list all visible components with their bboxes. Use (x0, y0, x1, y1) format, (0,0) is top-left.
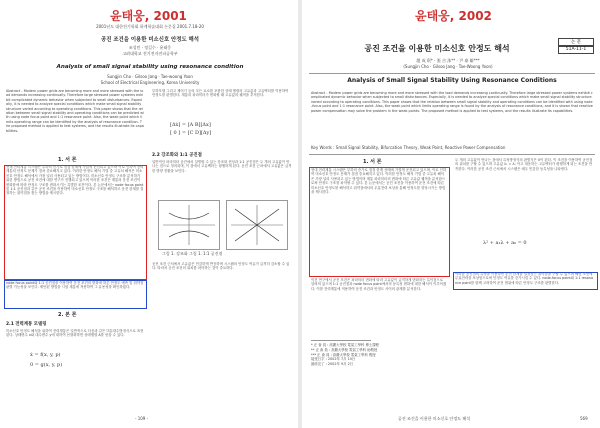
section-introduction-heading: 1. 서 론 (58, 157, 77, 163)
figure-caption: 그림 1. 강조화 그림 1. 1:1 공진점 (162, 251, 223, 256)
introduction-text: 현재 전력계통 시스템은 부하의 증가로 점점 한계에 가깝게 운전되고 있으며 이로 인하여 전력계통의 안정도 문제가 점차 중요해지고 있다. 이러한 안정도 해석 기법 중 고유치 해석은 미소신호 안정도 해석에서 가장 널리 사용되고 있는 방법이다. 미소신호 안정도 구조를 분석하기 위한 방법으로 공진 조건에 대한 연구가 진행되고 있으며 이러한 조건은 계통의 운전 조건이 변화함에 따라 안정도 구조를 변화시키는 특별한 조건이다. 본 논문에서는 node focus point 및 1:1 공진점과 같은 공진 조건을 이용하여 미소신호 안정도 구조를 해석하고 운전 한계를 결정하는 취약점을 찾는 방법을 제시한다. (6, 165, 144, 196)
matrix-equation: [Δẋ] = [A B][Δx] (170, 122, 211, 128)
footnotes: * 正 會 員 : 高麗大學校 電氣工學科 博士課程 ** 正 會 員 : 高麗大學校 電氣工學科 助敎授 *** 正 會 員 : 高麗大學校 電氣工學科 敎授 接受日字 : 2002年 7月 10日 最終完了 : 2002年 9月 2日 (311, 343, 380, 367)
footnote-rule (311, 340, 371, 341)
abstract-text: Abstract - Modern power grids are becoming more and more stressed with the load demands increasing continually. Therefore large stressed power systems exhibit complicated dynamic behavior when subjected to small disturbances. Especially, it is needed to analyze special conditions which make small signal stability structure varied according to operating conditions. This paper shows that the relation between small signal stability and operating conditions can be identified with using node-focus point and 1:1 resonance point. Also, the weak point which limits operating range is found by the analysis of resonance conditions, and it is shown that reactive power compensation may solve the problem in the weak points. The proposed method is applied to test systems, and the results illustrate its capabilities. (311, 91, 593, 113)
section-introduction-heading: 1. 서 론 (363, 159, 382, 165)
right-column-text-continued: 이러한 공진점의 특성을 이용하면 운전 한계를 결정짓는 취약점을 구할 수 있으며 해당 모선에 무효전력을 보상함으로써 안정도 여유를 증가시킬 수 있다. node-focus point와 1:1 resonance point를 함께 고려하여 운전 범위에 따른 안정도 구조를 판별한다. (455, 272, 594, 285)
conference-line: 2001년도 대한전기학회 하계학술대회 논문집 2001.7.18-20 (96, 24, 204, 29)
characteristic-equation: λ² + a₁λ + a₀ = 0 (483, 240, 527, 246)
red-highlight-box-2002 (309, 167, 450, 277)
right-column-text: 두 개의 고유값이 만나는 점에서 특성방정식의 판별식은 0이 된다. 이 조건을 이용하여 공진점의 위치를 구할 수 있으며 고유값 λ₁ = λ₂ 이고 대응하는 고유벡터가 평행하게 되는 조건을 만족한다. 이러한 공진 조건 근처에서 시스템은 매우 민감한 동특성을 나타낸다. (455, 158, 593, 171)
running-footer: 공진 조건을 이용한 미소신호 안정도 해석 (398, 416, 471, 421)
blue-highlight-box-2002 (453, 272, 598, 290)
english-title: Analysis of Small Signal Stability Using Resonance Conditions (347, 77, 557, 84)
node-focus-diagram (159, 201, 219, 249)
korean-authors: 조성민 · 정길수 · 윤태웅 (128, 45, 172, 50)
page-number-2002: 569 (580, 416, 588, 421)
figure-node-focus-plot (158, 200, 220, 250)
english-authors: Sungjin Cho · Gilsoo Jang · Tae-woong Yoon (107, 74, 193, 79)
korean-title: 공진 조건을 이용한 미소신호 안정도 해석 (364, 44, 510, 53)
figure-resonance-plot (226, 200, 288, 250)
resonance-text: 일반적인 파라미터 공간에서 설명할 수 있는 강조화 현상과 1:1 공진점은 두 개의 고유값이 만나는 점으로 정의되며, 이 점에서 고유벡터는 평행하게 된다. 공진 조건 근처에서 고유값은 급격한 방향 전환을 보인다. (152, 160, 292, 173)
red-highlight-box-2001 (4, 165, 147, 280)
keywords-line: Key Words : Small Signal Stability, Bifurcation Theory, Weak Point, Reactive Power Compensation (311, 145, 506, 150)
paper-page-2001 (0, 0, 297, 428)
english-affiliation: School of Electrical Engineering, Korea University (100, 80, 200, 85)
page-label-2001: 윤태웅, 2001 (110, 9, 187, 23)
abstract-text: Abstract - Modern power grids are becoming more and more stressed with the load demands increasing continually. Therefore large stressed power systems exhibit complicated dynamic behavior when subjected to small disturbances. Especially, it is needed to analyze special conditions which make small signal stability structure varied according to operating conditions. This paper shows that the relation between small signal stability and operating conditions can be predicted with using node focus point and 1:1 resonance point. Also, the weak point which limits operating range can be identified by the analysis of resonance condition. The proposed method is applied to test systems, and the results illustrate its capabilities. (6, 89, 144, 133)
paper-id-badge: 51A-11-1 (558, 45, 594, 54)
page-divider (298, 0, 302, 428)
korean-title: 공진 조건을 이용한 미소신호 안정도 해석 (101, 37, 199, 43)
english-authors: (Sungjin Cho · Gilsoo Jang · Tae-Woong Yoon) (403, 64, 493, 69)
english-title: Analysis of small signal stability using resonance condition (56, 64, 244, 70)
state-equation: ẋ = f(x, y, p) (30, 352, 61, 358)
matrix-equation-2: [ 0 ] = [C D][Δy] (170, 130, 212, 136)
subsection-resonance-heading: 2.2 강조화와 1:1 공진점 (152, 153, 202, 158)
resonance-diagram (227, 201, 287, 249)
title-rule (309, 73, 595, 74)
resonance-text-continued: 공진 조건 근처에서 고유값은 민감하게 반응하며 시스템의 안정도 여유가 급격히 감소할 수 있다. 따라서 공진 조건의 위치를 파악하는 것이 중요하다. (152, 262, 290, 271)
subsection-modeling-heading: 2.1 전력계통 모델링 (6, 322, 47, 327)
algebraic-equation: 0 = g(x, y, p) (30, 362, 63, 368)
page-label-2002: 윤태웅, 2002 (415, 9, 492, 23)
introduction-text-continued: node focus point와 1:1 공진점을 이용하여 운전 조건의 변화에 따른 안정도 예측 및 취약점 판별 가능성을 보인다. 제안된 방법을 시험 계통에 적용하여 그 유용성을 확인하였다. (6, 281, 144, 290)
modeling-text: 미소신호 안정도 해석을 위하여 전력계통은 일반적으로 다음과 같은 미분대수방정식으로 표현된다. 상태변수 x와 대수변수 y에 대하여 선형화하면 상태행렬 A를 얻을 수 있다. (6, 329, 144, 338)
korean-authors: 趙 成 珉* · 張 吉 洙** · 尹 泰 雄*** (416, 58, 480, 63)
abstract-rule (309, 154, 595, 155)
section-body-heading: 2. 본 론 (58, 312, 77, 318)
paper-page-2002 (303, 0, 600, 428)
introduction-text-continued: 이전 연구에서 공진 조건은 파라미터 변화에 따라 고유값이 급격하게 변화하는 특이점으로 알려져 있으며 1:1 공진점과 node focus point에서의 동특성 변화에 대한 해석이 이루어졌다. 이를 전력계통에 적용하여 운전 조건과 안정도 사이의 관계를 분석한다. (311, 278, 447, 291)
paper-type-badge: 논 문 (558, 38, 594, 47)
korean-affiliation: 고려대학교 전기전자전파공학부 (122, 51, 178, 56)
page-number-2001: - 109 - (135, 416, 149, 421)
blue-highlight-box-2001 (4, 280, 147, 309)
introduction-text: 현대 전력계통 시스템은 부하의 증가로 점점 한계 상태에 가깝게 운전되고 있으며, 이로 인하여 미소신호 안정도 문제가 점점 중요해지고 있다. 이러한 안정도 해석 기법 중 고유치 해석은 가장 널리 사용되고 있는 방법이며 계통 파라미터의 변화에 따른 고유값 궤적을 분석함으로써 안정도 구조를 파악할 수 있다. 본 논문에서는 공진 조건을 이용하여 운전 조건에 따른 미소신호 안정도를 해석하고 취약점에서의 무효전력 보상을 통해 안정도를 향상시키는 방법을 제시한다. (311, 168, 447, 195)
right-column-text: 부하모델 그리고 제어기 등의 모든 요소를 포함한 상태 행렬의 고유값과 고유벡터를 이용하여 안정도를 판별한다. 계통의 파라미터가 변화할 때 고유값의 궤적을 추적한다. (152, 89, 289, 98)
